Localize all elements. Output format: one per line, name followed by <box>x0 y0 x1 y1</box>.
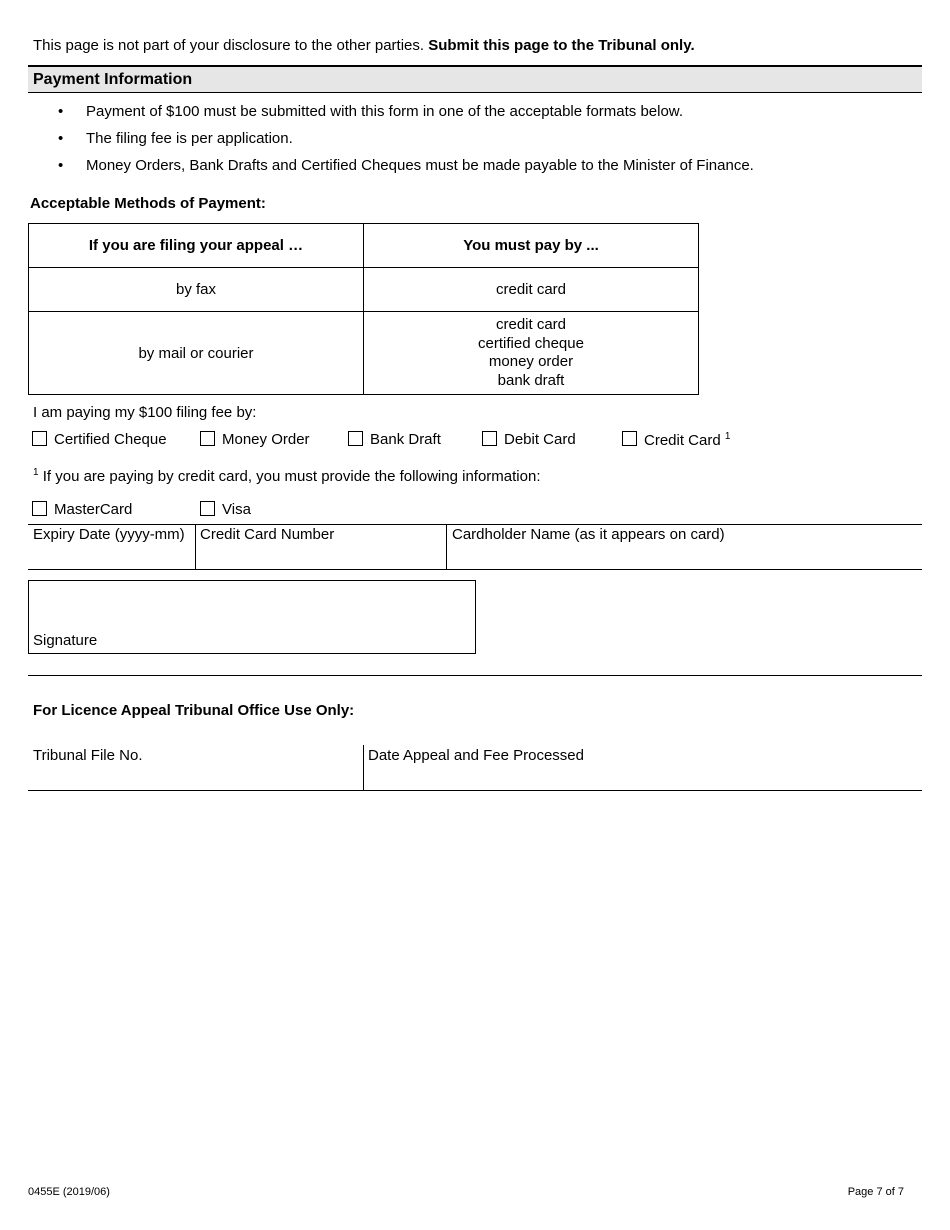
header-filing: If you are filing your appeal … <box>29 224 364 268</box>
expiry-date-field[interactable]: Expiry Date (yyyy-mm) <box>33 526 185 543</box>
bullet-glyph: • <box>58 157 64 174</box>
page-number: Page 7 of 7 <box>847 1186 904 1198</box>
credit-card-note: $^1$ If you are paying by credit card, you must provide the following information: <box>33 467 541 485</box>
cell-pay: credit card <box>364 268 699 312</box>
bullet-item: Money Orders, Bank Drafts and Certified Cheques must be made payable to the Minister of Finance. <box>86 157 754 174</box>
divider <box>28 790 922 791</box>
divider <box>28 569 922 570</box>
bullet-item: The filing fee is per application. <box>86 130 293 147</box>
divider <box>195 524 196 569</box>
credit-card-number-field[interactable]: Credit Card Number <box>200 526 335 543</box>
divider <box>28 675 922 676</box>
date-processed-field[interactable]: Date Appeal and Fee Processed <box>368 747 584 764</box>
divider <box>28 524 922 525</box>
form-id: 0455E (2019/06) <box>28 1186 110 1198</box>
credit-card-label: Credit Card $^1$ <box>644 431 731 449</box>
mastercard-label: MasterCard <box>54 501 133 518</box>
fee-label: I am paying my $100 filing fee by: <box>33 404 257 421</box>
methods-table <box>28 223 699 395</box>
signature-label: Signature <box>33 632 98 649</box>
footnote-mark: 1 <box>724 431 731 442</box>
pay-method: money order <box>488 353 574 370</box>
section-title: Payment Information <box>33 71 193 88</box>
notice-bold: Submit this page to the Tribunal only. <box>428 37 695 54</box>
bullet-glyph: • <box>58 130 64 147</box>
office-use-title: For Licence Appeal Tribunal Office Use Only: <box>33 702 355 719</box>
money-order-checkbox[interactable] <box>200 431 215 446</box>
cell-filing: by mail or courier <box>29 312 364 395</box>
debit-card-checkbox[interactable] <box>482 431 497 446</box>
methods-title: Acceptable Methods of Payment: <box>30 195 266 212</box>
divider <box>363 745 364 790</box>
cell-filing: by fax <box>29 268 364 312</box>
mastercard-checkbox[interactable] <box>32 501 47 516</box>
cardholder-name-field[interactable]: Cardholder Name (as it appears on card) <box>452 526 725 543</box>
certified-cheque-checkbox[interactable] <box>32 431 47 446</box>
pay-method: bank draft <box>497 371 565 389</box>
money-order-label: Money Order <box>222 431 310 448</box>
bank-draft-label: Bank Draft <box>370 431 441 448</box>
debit-card-label: Debit Card <box>504 431 576 448</box>
pay-method: credit card <box>495 316 567 333</box>
table-header-row <box>29 224 699 268</box>
certified-cheque-label: Certified Cheque <box>54 431 167 448</box>
disclosure-notice: This page is not part of your disclosure to the other parties. Submit this page to the Tribunal only. <box>33 37 695 54</box>
bullet-item: Payment of $100 must be submitted with this form in one of the acceptable formats below. <box>86 103 683 120</box>
tribunal-file-no-field[interactable]: Tribunal File No. <box>33 747 143 764</box>
bullet-glyph: • <box>58 103 64 120</box>
divider <box>446 524 447 569</box>
table-row <box>29 312 699 395</box>
bank-draft-checkbox[interactable] <box>348 431 363 446</box>
signature-box[interactable] <box>28 580 476 654</box>
cell-pay <box>364 312 699 395</box>
pay-method: certified cheque <box>478 334 584 352</box>
payment-information-header <box>28 65 922 93</box>
visa-checkbox[interactable] <box>200 501 215 516</box>
table-row <box>29 268 699 312</box>
header-pay: You must pay by ... <box>364 224 699 268</box>
visa-label: Visa <box>222 501 251 518</box>
credit-card-checkbox[interactable] <box>622 431 637 446</box>
footnote-mark: 1 <box>33 467 39 478</box>
